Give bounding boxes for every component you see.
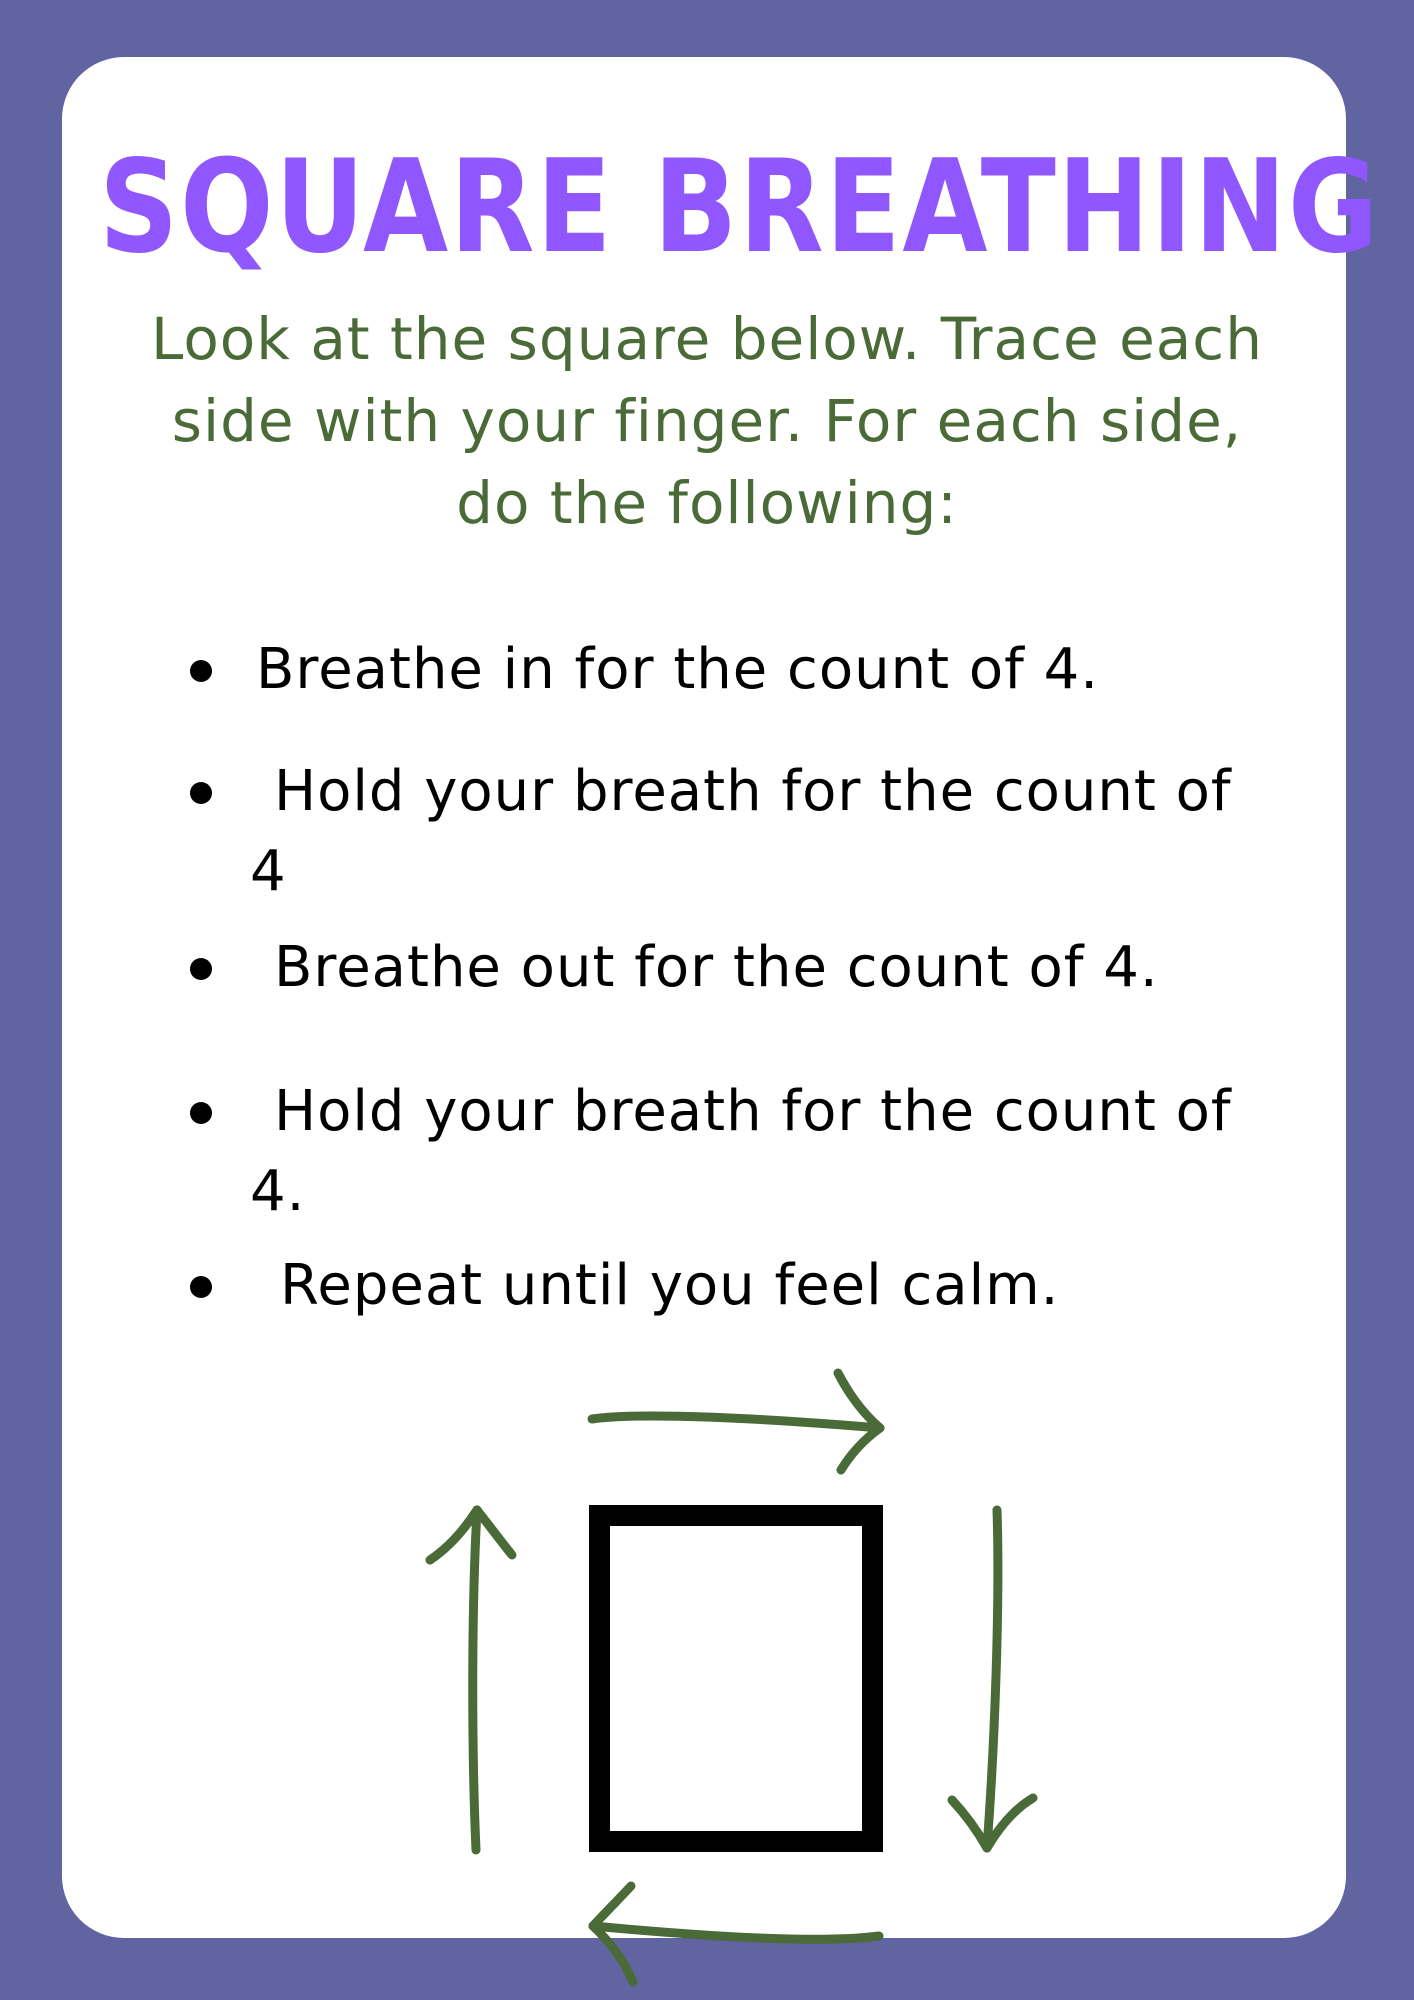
bullet-icon xyxy=(190,660,212,682)
poster-title: SQUARE BREATHING xyxy=(98,133,1381,282)
poster-subtitle: Look at the square below. Trace each side with your finger. For each side, do the following: xyxy=(151,305,1263,537)
step-item xyxy=(190,630,1250,710)
step-text: Breathe in for the count of 4. xyxy=(256,637,1100,702)
step-text: Breathe out for the count of 4. xyxy=(274,935,1159,1000)
step-text: Hold your breath for the count of xyxy=(274,1079,1232,1144)
step-text-continuation: 4. xyxy=(250,1159,306,1224)
step-item xyxy=(190,1246,1250,1326)
step-item xyxy=(190,928,1250,1008)
step-text: Repeat until you feel calm. xyxy=(280,1253,1060,1318)
bullet-icon xyxy=(190,1276,212,1298)
step-item xyxy=(190,1072,1250,1232)
bullet-icon xyxy=(190,958,212,980)
step-item xyxy=(190,752,1250,912)
step-text-continuation: 4 xyxy=(250,839,287,904)
bullet-icon xyxy=(190,1102,212,1124)
step-text: Hold your breath for the count of xyxy=(274,759,1232,824)
bullet-icon xyxy=(190,782,212,804)
